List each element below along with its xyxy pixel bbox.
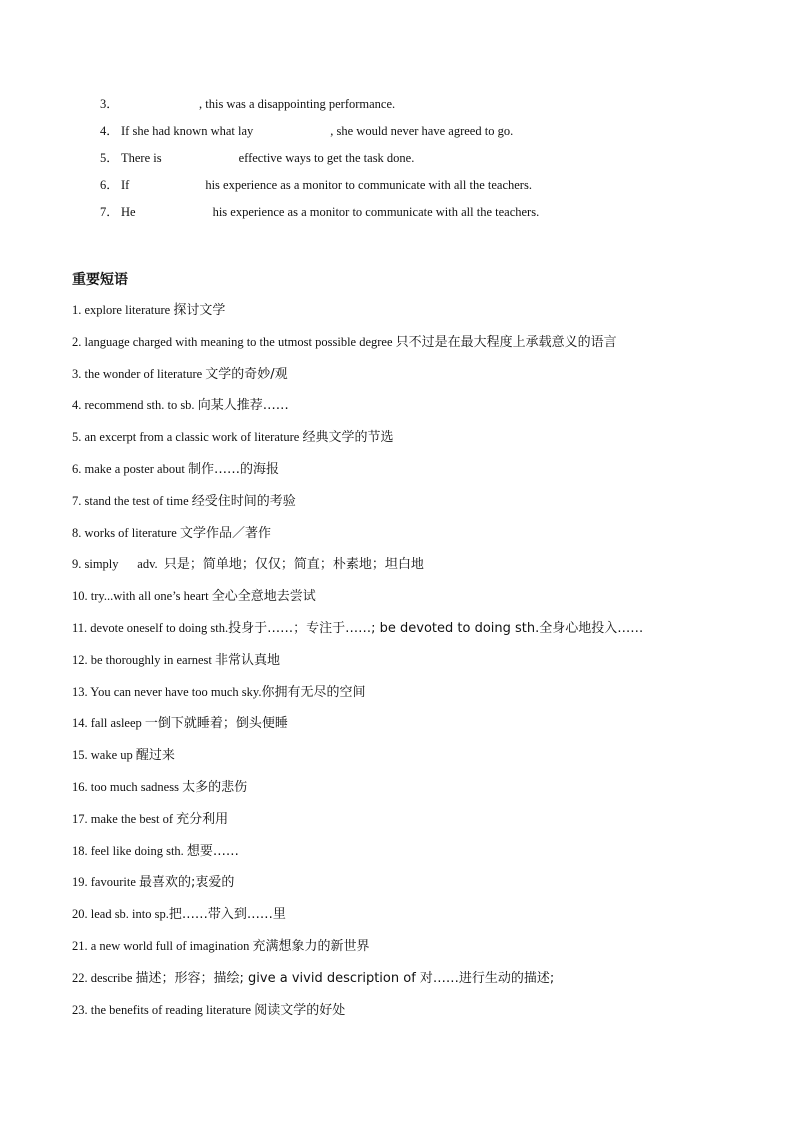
phrase-chinese: 充满想象力的新世界: [252, 938, 370, 954]
phrase-english: fall asleep: [90, 716, 145, 731]
phrase-english: simply adv.: [84, 557, 164, 572]
phrase-english: language charged with meaning to the utmost possible degree: [84, 334, 396, 349]
phrase-item: [72, 650, 772, 682]
phrase-number: 2.: [72, 334, 82, 349]
phrase-number: 16.: [72, 779, 88, 794]
phrase-chinese: 太多的悲伤: [182, 779, 248, 795]
phrase-english: stand the test of time: [84, 493, 192, 508]
exercise-text-after: his experience as a monitor to communicate with all the teachers.: [212, 205, 540, 219]
phrase-chinese: 阅读文学的好处: [254, 1002, 346, 1018]
exercise-text-after: his experience as a monitor to communicate with all the teachers.: [205, 178, 532, 192]
phrase-english: make the best of: [90, 811, 177, 826]
phrase-number: 9.: [72, 557, 82, 572]
exercise-text-after: , this was a disappointing performance.: [199, 97, 396, 111]
phrase-number: 6.: [72, 461, 82, 476]
phrase-number: 5.: [72, 430, 82, 445]
phrase-item: [72, 491, 772, 523]
phrase-number: 20.: [72, 907, 88, 922]
phrase-item: [72, 586, 772, 618]
phrase-english: too much sadness: [90, 779, 183, 794]
exercise-number: 3．: [100, 97, 119, 111]
exercise-item: [100, 202, 539, 229]
phrase-number: 12.: [72, 652, 88, 667]
phrase-english: the benefits of reading literature: [90, 1002, 255, 1017]
phrase-number: 10.: [72, 589, 88, 604]
exercise-text-before: If she had known what lay: [121, 124, 254, 138]
phrase-item: [72, 300, 772, 332]
phrase-chinese: 文学的奇妙/观: [205, 366, 288, 382]
phrase-english: make a poster about: [84, 461, 188, 476]
phrase-number: 14.: [72, 716, 88, 731]
exercise-number: 6．: [100, 178, 119, 192]
phrase-chinese: 一倒下就睡着；倒头便睡: [144, 716, 288, 732]
exercise-text-before: There is: [121, 151, 162, 165]
exercise-item: [100, 121, 539, 148]
phrase-item: [72, 968, 772, 1000]
exercise-list: [100, 94, 539, 229]
section-title: 重要短语: [72, 272, 128, 288]
phrase-item: [72, 936, 772, 968]
phrase-number: 18.: [72, 843, 88, 858]
phrase-item: [72, 713, 772, 745]
exercise-text-before: If: [121, 178, 130, 192]
phrase-number: 1.: [72, 303, 82, 317]
phrase-chinese: 把……带入到……里: [168, 907, 286, 923]
phrase-item: [72, 809, 772, 841]
phrase-number: 21.: [72, 938, 88, 953]
exercise-text-before: He: [121, 205, 136, 219]
phrase-chinese: 经受住时间的考验: [191, 493, 296, 509]
exercise-item: [100, 175, 539, 202]
phrase-english: explore literature: [84, 303, 174, 317]
phrase-english: devote oneself to doing sth.: [90, 620, 229, 635]
phrase-item: [72, 427, 772, 459]
phrase-english: a new world full of imagination: [90, 938, 253, 953]
phrase-chinese: 非常认真地: [215, 652, 281, 668]
phrase-item: [72, 523, 772, 555]
phrase-chinese: 描述；形容；描绘; give a vivid description of 对……进行生动的描述;: [135, 970, 555, 986]
phrase-chinese: 经典文学的节选: [302, 430, 394, 446]
phrase-number: 3.: [72, 366, 82, 381]
phrase-number: 17.: [72, 811, 88, 826]
phrase-item: [72, 872, 772, 904]
phrase-chinese: 充分利用: [176, 811, 229, 827]
phrase-english: the wonder of literature: [84, 366, 206, 381]
phrase-english: describe: [90, 970, 136, 985]
phrase-chinese: 文学作品／著作: [179, 525, 271, 541]
phrase-item: [72, 904, 772, 936]
phrase-item: [72, 395, 772, 427]
phrase-item: [72, 332, 772, 364]
phrase-number: 23.: [72, 1002, 88, 1017]
phrase-item: [72, 745, 772, 777]
phrase-item: [72, 682, 772, 714]
phrase-number: 7.: [72, 493, 82, 508]
phrase-chinese: 全心全意地去尝试: [211, 589, 316, 605]
phrase-english: try...with all one’s heart: [90, 589, 212, 604]
phrase-english: feel like doing sth.: [90, 843, 187, 858]
phrase-item: [72, 554, 772, 586]
phrase-english: favourite: [90, 875, 139, 890]
phrase-english: You can never have too much sky.: [90, 684, 262, 699]
phrase-english: recommend sth. to sb.: [84, 398, 198, 413]
exercise-text-after: , she would never have agreed to go.: [330, 124, 514, 138]
phrase-english: be thoroughly in earnest: [90, 652, 216, 667]
phrase-english: lead sb. into sp.: [90, 907, 169, 922]
exercise-number: 4．: [100, 124, 119, 138]
phrase-number: 8.: [72, 525, 82, 540]
phrase-english: works of literature: [84, 525, 180, 540]
phrase-chinese: 只是；简单地；仅仅；简直；朴素地；坦白地: [163, 557, 424, 573]
phrase-number: 4.: [72, 398, 82, 413]
exercise-number: 7．: [100, 205, 119, 219]
phrase-number: 11.: [72, 620, 88, 635]
phrase-item: [72, 1000, 772, 1032]
phrase-number: 13.: [72, 684, 88, 699]
phrase-chinese: 最喜欢的;衷爱的: [139, 875, 235, 891]
phrase-chinese: 你拥有无尽的空间: [261, 684, 366, 700]
phrase-chinese: 探讨文学: [173, 303, 226, 318]
phrase-english: wake up: [90, 748, 136, 763]
phrase-chinese: 向某人推荐……: [197, 398, 289, 414]
exercise-item: [100, 94, 539, 121]
phrase-chinese: 投身于……；专注于……; be devoted to doing sth.全身心地投入……: [228, 620, 644, 636]
phrase-chinese: 制作……的海报: [187, 461, 279, 477]
phrase-item: [72, 459, 772, 491]
phrase-number: 19.: [72, 875, 88, 890]
phrase-list: [72, 300, 772, 1031]
phrase-item: [72, 777, 772, 809]
phrase-chinese: 只不过是在最大程度上承载意义的语言: [395, 334, 617, 350]
phrase-number: 22.: [72, 970, 88, 985]
phrase-english: an excerpt from a classic work of literature: [84, 430, 303, 445]
phrase-item: [72, 364, 772, 396]
exercise-item: [100, 148, 539, 175]
phrase-item: [72, 841, 772, 873]
phrase-chinese: 醒过来: [135, 748, 175, 764]
exercise-text-after: effective ways to get the task done.: [238, 151, 415, 165]
phrase-number: 15.: [72, 748, 88, 763]
phrase-item: [72, 618, 772, 650]
phrase-chinese: 想要……: [186, 843, 239, 859]
exercise-number: 5．: [100, 151, 119, 165]
